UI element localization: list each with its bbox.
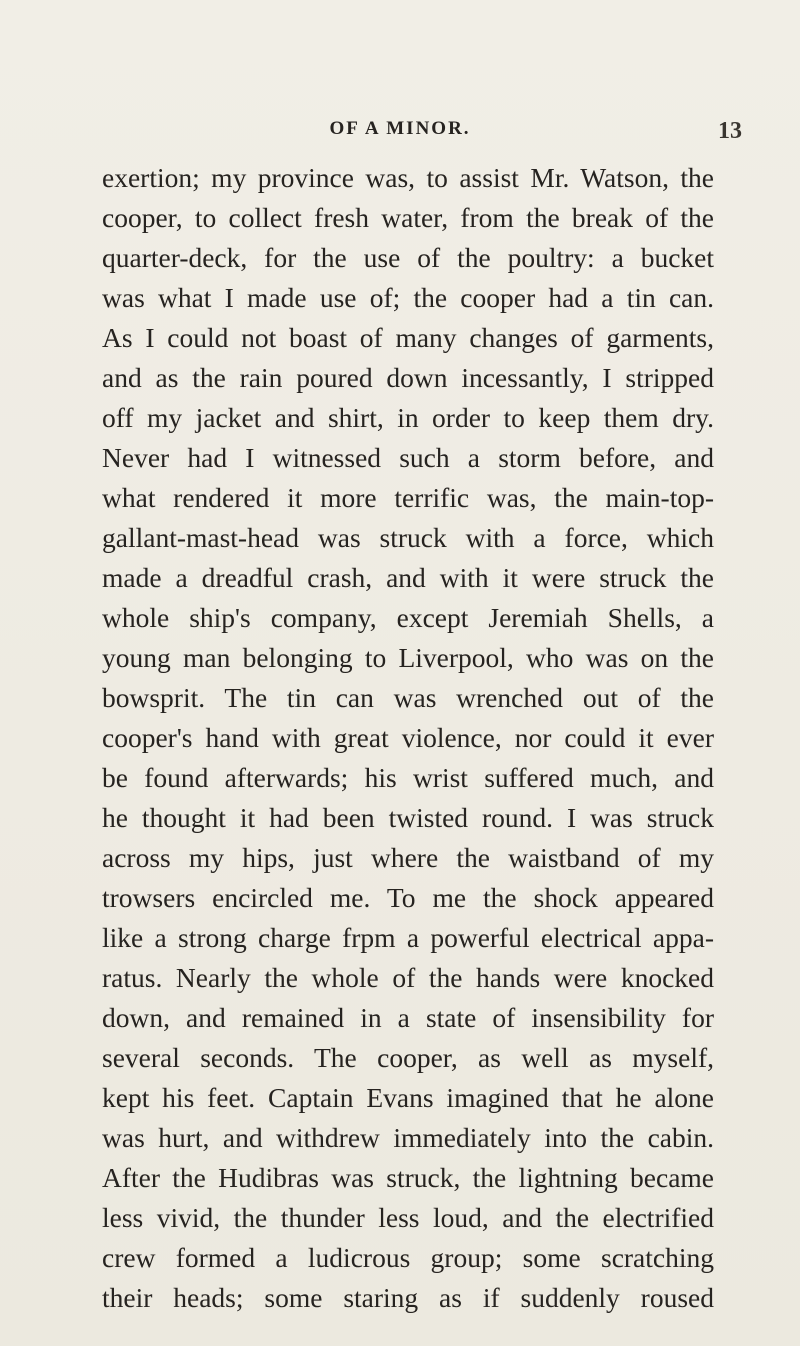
- running-title: OF A MINOR.: [329, 118, 471, 139]
- text-line: less vivid, the thunder less loud, and the electrified: [102, 1202, 714, 1233]
- text-line: off my jacket and shirt, in order to keep them dry.: [102, 402, 714, 433]
- text-line: ratus. Nearly the whole of the hands were knocked: [102, 962, 714, 993]
- text-line: bowsprit. The tin can was wrenched out of the: [102, 682, 714, 713]
- text-line: he thought it had been twisted round. I was struck: [102, 802, 714, 833]
- text-line: gallant-mast-head was struck with a force, which: [102, 522, 714, 553]
- text-line: whole ship's company, except Jeremiah Shells, a: [102, 602, 714, 633]
- text-line: kept his feet. Captain Evans imagined that he alone: [102, 1082, 714, 1113]
- text-line: their heads; some staring as if suddenly roused: [102, 1282, 714, 1313]
- text-line: After the Hudibras was struck, the lightning became: [102, 1162, 714, 1193]
- text-line: was hurt, and withdrew immediately into the cabin.: [102, 1122, 714, 1153]
- page-number: 13: [718, 118, 742, 144]
- text-line: young man belonging to Liverpool, who was on the: [102, 642, 714, 673]
- text-line: what rendered it more terrific was, the main-top-: [102, 482, 714, 513]
- text-line: As I could not boast of many changes of garments,: [102, 322, 714, 353]
- text-line: trowsers encircled me. To me the shock appeared: [102, 882, 714, 913]
- text-line: cooper's hand with great violence, nor could it ever: [102, 722, 714, 753]
- text-line: across my hips, just where the waistband of my: [102, 842, 714, 873]
- text-line: like a strong charge frpm a powerful electrical appa-: [102, 922, 714, 953]
- text-line: several seconds. The cooper, as well as myself,: [102, 1042, 714, 1073]
- text-line: cooper, to collect fresh water, from the break of the: [102, 202, 714, 233]
- text-line: crew formed a ludicrous group; some scratching: [102, 1242, 714, 1273]
- text-line: made a dreadful crash, and with it were struck the: [102, 562, 714, 593]
- body-text: [102, 158, 714, 1318]
- text-line: exertion; my province was, to assist Mr. Watson, the: [102, 162, 714, 193]
- text-line: quarter-deck, for the use of the poultry: a bucket: [102, 242, 714, 273]
- running-head: [0, 118, 800, 148]
- text-line: down, and remained in a state of insensibility for: [102, 1002, 714, 1033]
- text-line: and as the rain poured down incessantly, I stripped: [102, 362, 714, 393]
- text-line: was what I made use of; the cooper had a tin can.: [102, 282, 714, 313]
- text-line: Never had I witnessed such a storm before, and: [102, 442, 714, 473]
- text-line: be found afterwards; his wrist suffered much, and: [102, 762, 714, 793]
